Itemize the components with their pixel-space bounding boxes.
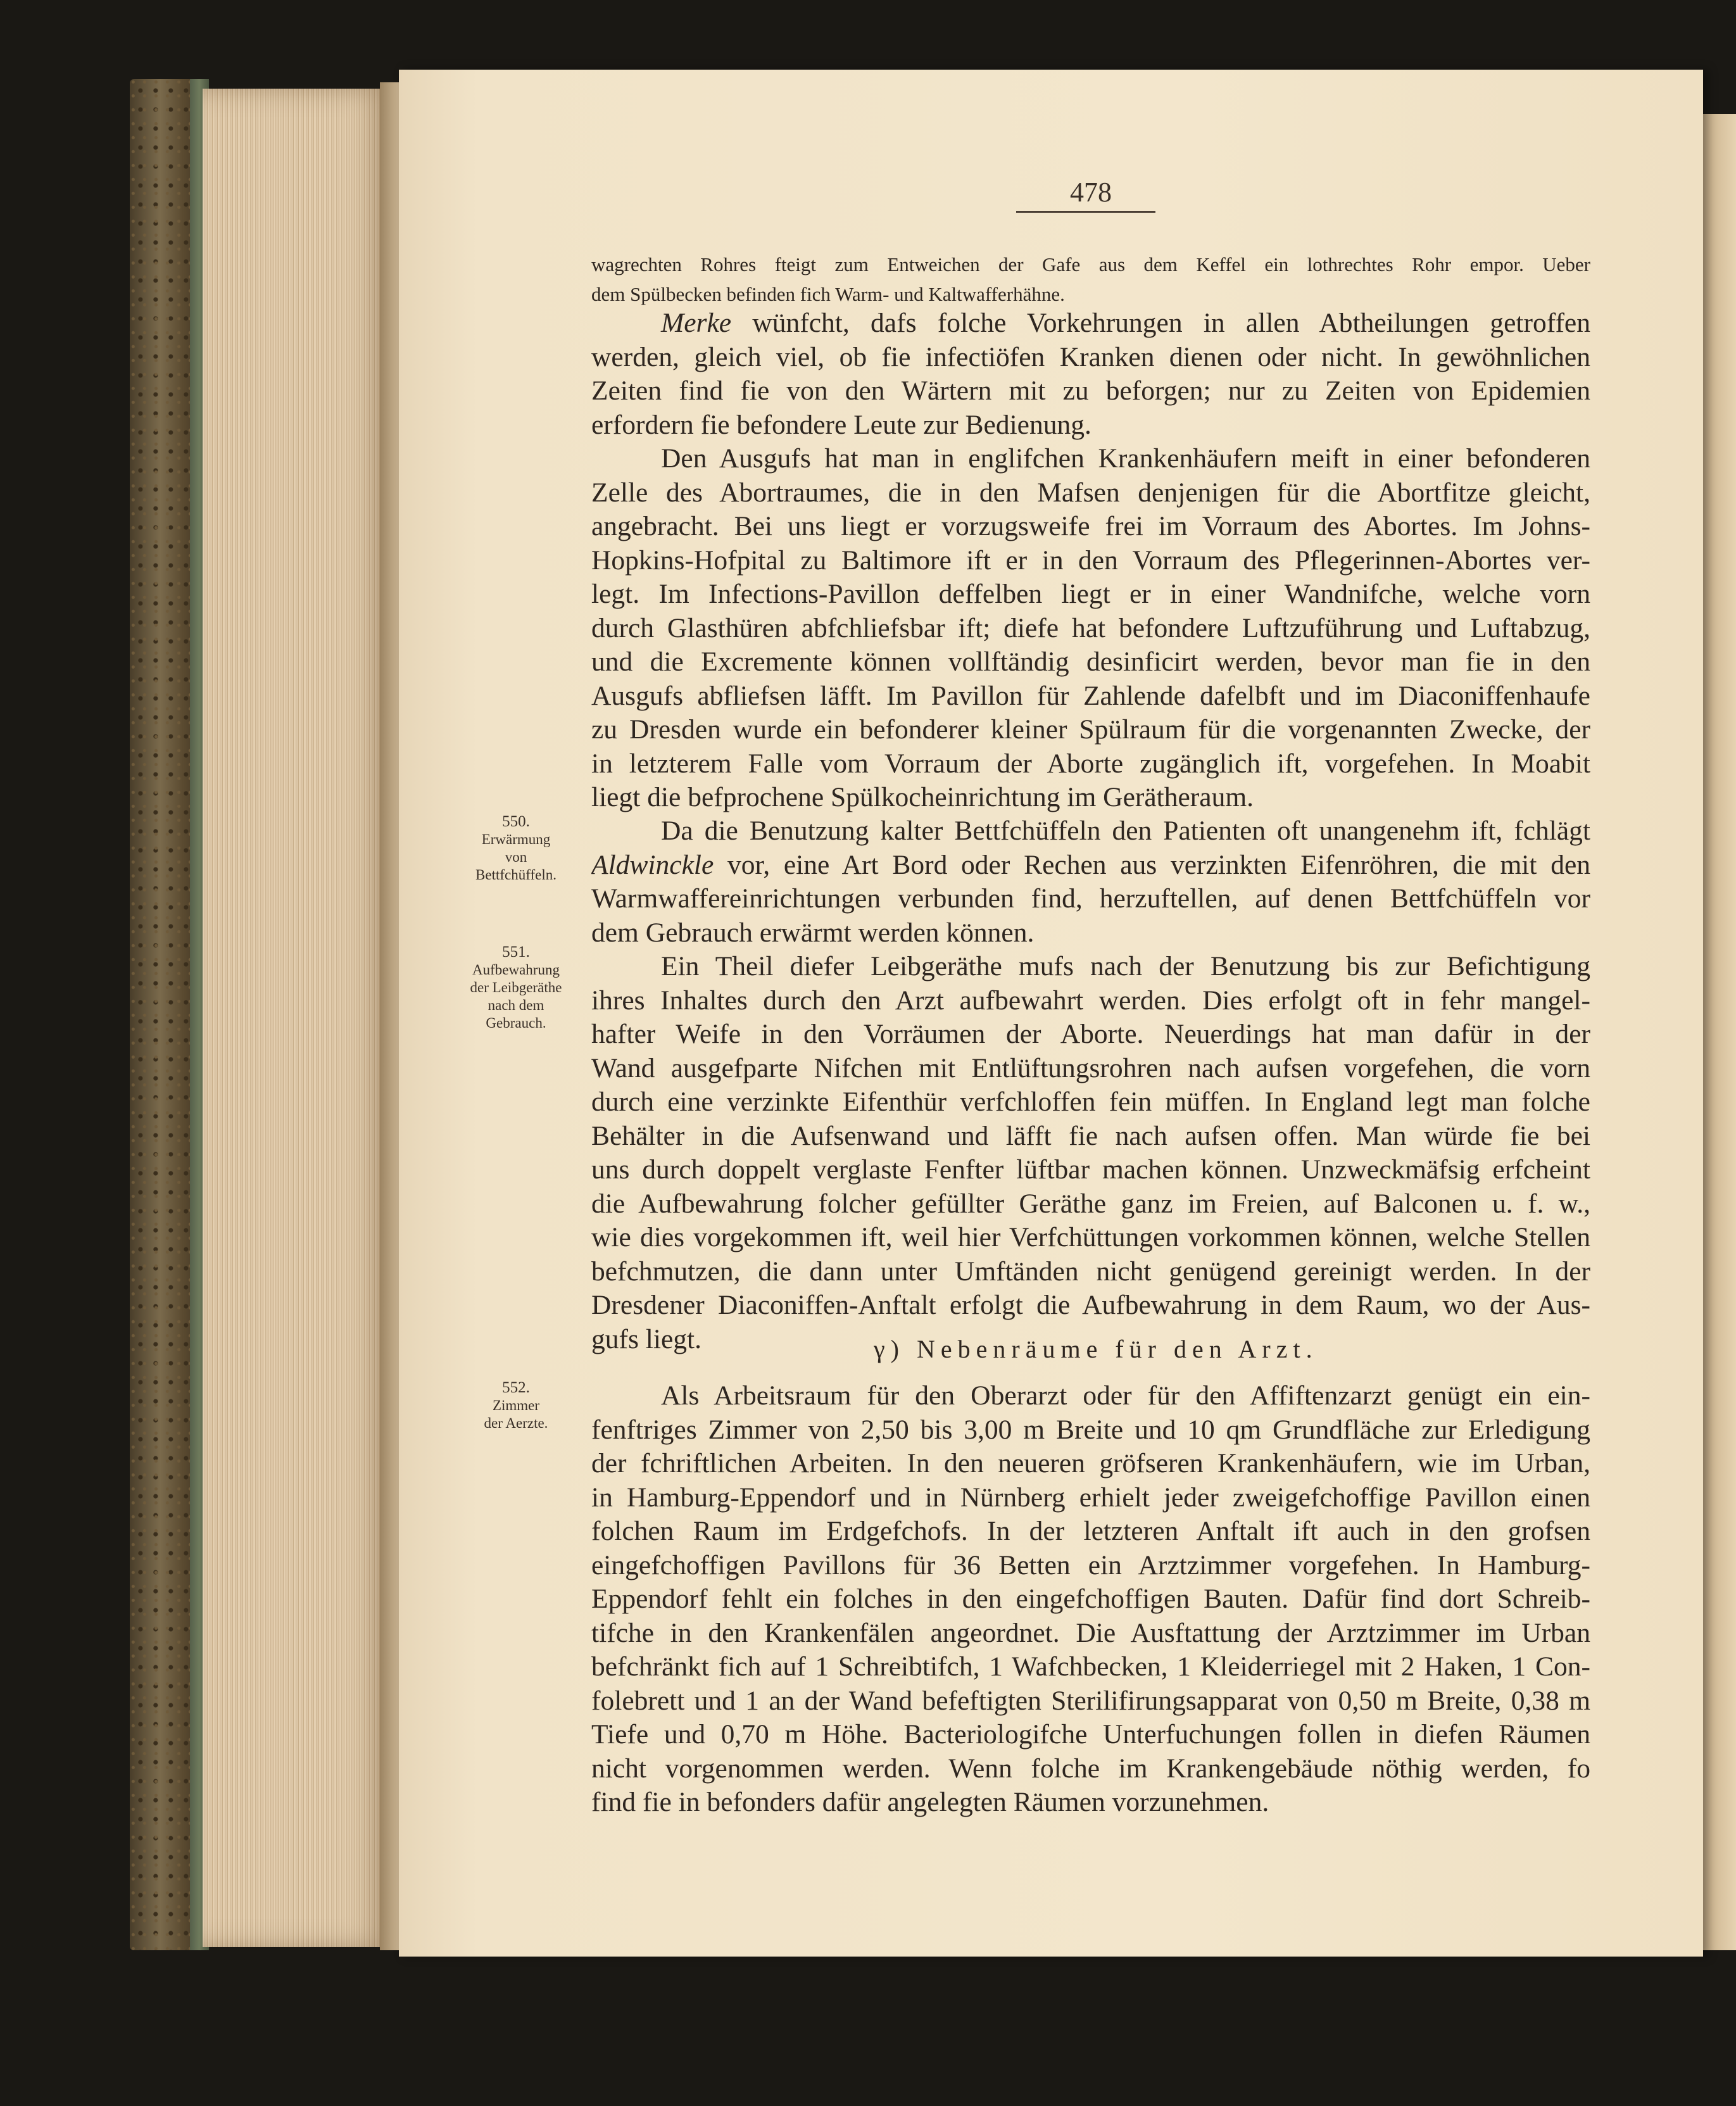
margin-note-line: nach dem [487, 997, 544, 1013]
text-line: durch eine verzinkte Eifenthür verfchloffen fein müffen. In England legt man folche [591, 1087, 1590, 1117]
text-line: hafter Weife in den Vorräumen der Aborte. Neuerdings hat man dafür in der [591, 1019, 1590, 1049]
paragraph-ausguss [591, 442, 1590, 815]
text-line [591, 848, 1590, 883]
page-stack-edge [203, 89, 393, 1947]
text-line: tifche in den Krankenfälen angeordnet. Die Ausftattung der Arztzimmer im Urban [591, 1617, 1590, 1648]
text-line: ihres Inhaltes durch den Arzt aufbewahrt werden. Dies erfolgt oft in fehr mangel- [591, 985, 1590, 1016]
margin-note-number: 552. [502, 1379, 530, 1396]
text-line: in letzterem Falle vom Vorraum der Aborte zugänglich ift, vorgefehen. In Moabit [591, 748, 1590, 779]
margin-note-line: Gebrauch. [486, 1015, 546, 1031]
text-line: Dresdener Diaconiffen-Anftalt erfolgt die Aufbewahrung in dem Raum, wo der Aus- [591, 1290, 1590, 1320]
text-line: Den Ausgufs hat man in englifchen Krankenhäufern meift in einer befonderen [661, 443, 1590, 474]
text-line: der fchriftlichen Arbeiten. In den neueren gröfseren Krankenhäufern, wie im Urban, [591, 1448, 1590, 1479]
margin-note-line: der Aerzte. [484, 1415, 548, 1431]
text-line: werden, gleich viel, ob fie infectiöfen Kranken dienen oder nicht. In gewöhnlichen [591, 341, 1590, 372]
text-line: Zelle des Abortraumes, die in den Mafsen denjenigen für die Abortfitze gleicht, [591, 477, 1590, 508]
text-line: befchmutzen, die dann unter Umftänden nicht genügend gereinigt werden. In der [591, 1256, 1590, 1287]
text-line: liegt die befprochene Spülkocheinrichtung im Gerätheraum. [591, 782, 1254, 812]
margin-note-line: Bettfchüffeln. [475, 867, 557, 883]
margin-note-552 [443, 1379, 589, 1432]
text-line: wie dies vorgekommen ift, weil hier Verfchüttungen vorkommen können, welche Stellen [591, 1222, 1590, 1252]
text-line [591, 306, 1590, 341]
text-line: in Hamburg-Eppendorf und in Nürnberg erhielt jeder zweigefchoffige Pavillon einen [591, 1482, 1590, 1513]
text-line: wagrechten Rohres fteigt zum Entweichen der Gafe aus dem Keffel ein lothrechtes Rohr empor. Ueber [591, 253, 1590, 275]
margin-note-number: 551. [502, 943, 530, 961]
text-fragment: wünfcht, dafs folche Vorkehrungen in allen Abtheilungen getroffen [731, 308, 1590, 338]
text-line: nicht vorgenommen werden. Wenn folche im Krankengebäude nöthig werden, fo [591, 1753, 1590, 1784]
margin-note-line: von [505, 849, 527, 865]
text-line: eingefchoffigen Pavillons für 36 Betten ein Arztzimmer vorgefehen. In Hamburg- [591, 1549, 1590, 1580]
section-heading: γ) Nebenräume für den Arzt. [874, 1335, 1318, 1363]
text-line: die Aufbewahrung folcher gefüllter Geräthe ganz im Freien, auf Balconen u. f. w., [591, 1188, 1590, 1219]
text-line: folebrett und 1 an der Wand befeftigten Sterilifirungsapparat von 0,50 m Breite, 0,38 m [591, 1685, 1590, 1716]
text-line: legt. Im Infections-Pavillon deffelben liegt er in einer Wandnifche, welche vorn [591, 579, 1590, 609]
text-line: find fie in befonders dafür angelegten Räumen vorzunehmen. [591, 1787, 1269, 1817]
text-line: befchränkt fich auf 1 Schreibtifch, 1 Wafchbecken, 1 Kleiderriegel mit 2 Haken, 1 Con- [591, 1651, 1590, 1682]
text-line: Da die Benutzung kalter Bettfchüffeln den Patienten oft unangenehm ift, fchlägt [661, 816, 1590, 846]
intro-paragraph [591, 249, 1590, 309]
paragraph-arztzimmer [591, 1379, 1590, 1820]
paragraph-bettschuesseln [591, 814, 1590, 950]
text-line: Wand ausgefparte Nifchen mit Entlüftungsrohren nach aufsen vorgefehen, die vorn [591, 1052, 1590, 1083]
page-number: 478 [1070, 177, 1112, 208]
text-line: Als Arbeitsraum für den Oberarzt oder für den Affiftenzarzt genügt ein ein- [661, 1380, 1590, 1411]
text-line: Hopkins-Hofpital zu Baltimore ift er in den Vorraum des Pflegerinnen-Abortes ver- [591, 545, 1590, 576]
text-line: Ein Theil diefer Leibgeräthe mufs nach der Benutzung bis zur Befichtigung [661, 951, 1590, 981]
paragraph-aufbewahrung [591, 950, 1590, 1356]
margin-note-line: Erwärmung [481, 831, 551, 847]
page-number-rule [1016, 211, 1155, 213]
paragraph-merke [591, 306, 1590, 442]
text-line: Eppendorf fehlt ein folches in den eingefchoffigen Bauten. Dafür find dort Schreib- [591, 1584, 1590, 1614]
text-line: angebracht. Bei uns liegt er vorzugsweife frei im Vorraum des Abortes. Im Johns- [591, 511, 1590, 541]
text-line: Warmwaffereinrichtungen verbunden find, herzuftellen, auf denen Bettfchüffeln vor [591, 883, 1590, 914]
margin-note-line: Zimmer [492, 1397, 540, 1413]
margin-note-550 [443, 813, 589, 884]
text-line: dem Spülbecken befinden fich Warm- und Kaltwafferhähne. [591, 283, 1065, 305]
text-line: und die Excremente können vollftändig desinficirt werden, bevor man fie in den [591, 646, 1590, 677]
text-line: folchen Raum im Erdgefchofs. In der letzteren Anftalt ift auch in den grofsen [591, 1516, 1590, 1546]
author-name: Aldwinckle [591, 849, 714, 880]
margin-note-line: Aufbewahrung [472, 962, 560, 978]
text-line: Zeiten find fie von den Wärtern mit zu beforgen; nur zu Zeiten von Epidemien [591, 375, 1590, 406]
text-line: fenftriges Zimmer von 2,50 bis 3,00 m Breite und 10 qm Grundfläche zur Erledigung [591, 1414, 1590, 1445]
text-fragment: vor, eine Art Bord oder Rechen aus verzinkten Eifenröhren, die mit den [714, 849, 1590, 880]
text-line: Behälter in die Aufsenwand und läfft fie nach aufsen offen. Man würde fie bei [591, 1120, 1590, 1151]
text-line: Ausgufs abfliefsen läfft. Im Pavillon für Zahlende dafelbft und im Diaconiffenhaufe [591, 680, 1590, 711]
text-line: gufs liegt. [591, 1323, 701, 1354]
margin-note-line: der Leibgeräthe [470, 980, 562, 995]
author-name: Merke [661, 308, 732, 338]
text-line: Tiefe und 0,70 m Höhe. Bacteriologifche Unterfuchungen follen in diefen Räumen [591, 1719, 1590, 1750]
text-line: erfordern fie befondere Leute zur Bedienung. [591, 409, 1091, 440]
text-line: uns durch doppelt verglaste Fenfter lüftbar machen können. Unzweckmäfsig erfcheint [591, 1154, 1590, 1185]
margin-note-551 [443, 943, 589, 1032]
text-line: zu Dresden wurde ein befonderer kleiner Spülraum für die vorgenannten Zwecke, der [591, 714, 1590, 745]
facing-page-edge [1703, 114, 1736, 1950]
text-line: durch Glasthüren abfchliefsbar ift; diefe hat befondere Luftzuführung und Luftabzug, [591, 612, 1590, 643]
margin-note-number: 550. [502, 813, 530, 830]
text-line: dem Gebrauch erwärmt werden können. [591, 917, 1035, 948]
